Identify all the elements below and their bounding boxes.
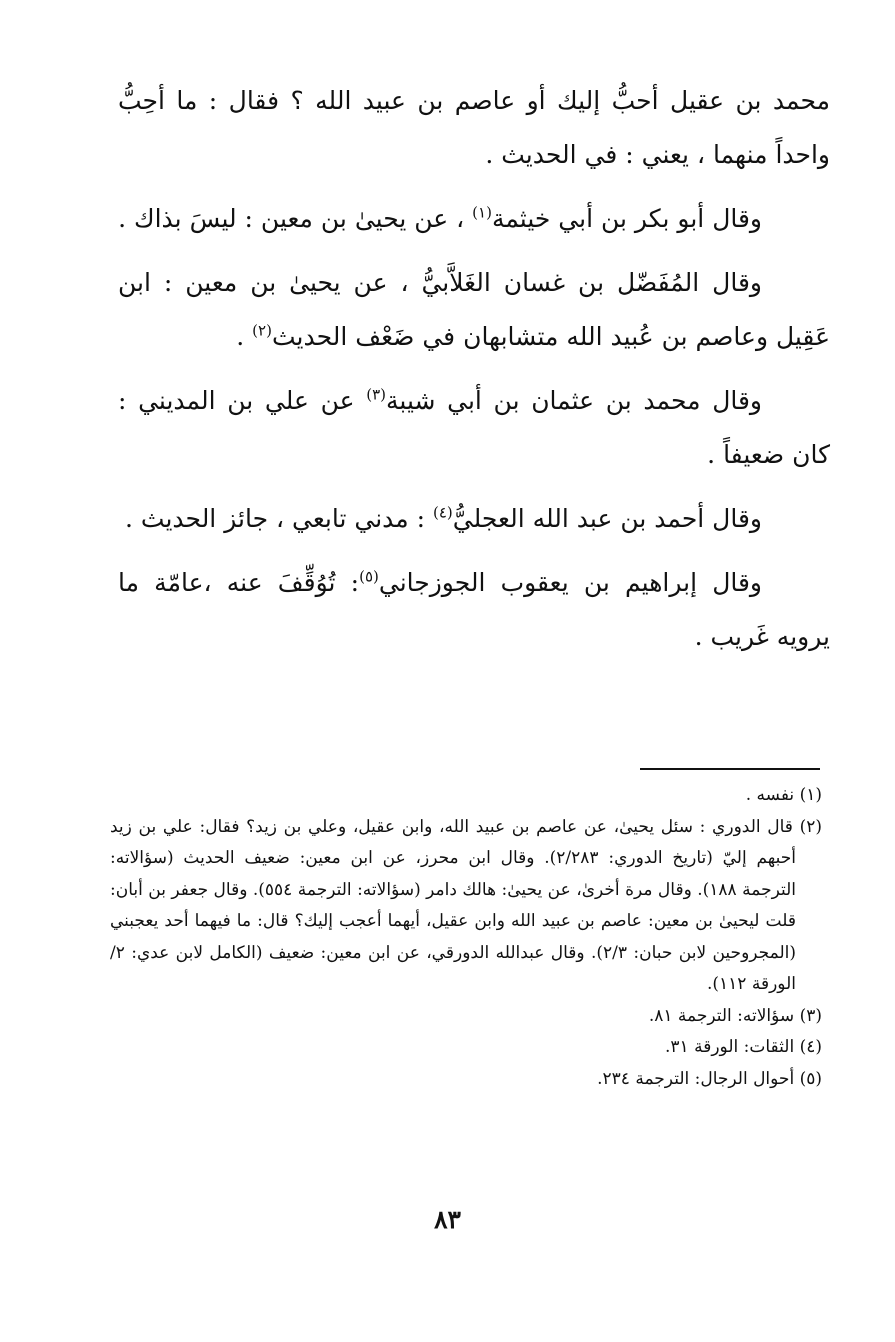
footnote-marker-1[interactable]: (١) [472, 203, 492, 222]
footnote-marker-2[interactable]: (٢) [252, 321, 272, 340]
paragraph-text: وقال أحمد بن عبد الله العجليُّ [452, 504, 762, 533]
paragraph-5 [118, 492, 830, 546]
footnotes-section [110, 780, 822, 1095]
paragraph-text: وقال أبو بكر بن أبي خيثمة [491, 204, 762, 233]
paragraph-3 [118, 256, 830, 364]
paragraph-4 [118, 374, 830, 482]
paragraph-text: وقال المُفَضّل بن غسان الغَلاَّبيُّ ، عن يحيىٰ بن معين : ابن عَقِيل وعاصم بن عُبيد الله متشابهان في ضَعْف الحديث [118, 268, 830, 351]
footnote-3: (٣) سؤالاته: الترجمة ٨١. [648, 1005, 822, 1026]
page-number: ٨٣ [434, 1205, 461, 1234]
main-text [118, 74, 830, 674]
footnote-5: (٥) أحوال الرجال: الترجمة ٢٣٤. [597, 1068, 822, 1089]
footnote-marker-4[interactable]: (٤) [433, 503, 453, 522]
paragraph-text: وقال محمد بن عثمان بن أبي شيبة [386, 386, 762, 415]
paragraph-text-continued: . [236, 322, 253, 351]
paragraph-2 [118, 192, 830, 246]
footnote-marker-5[interactable]: (٥) [359, 567, 379, 586]
paragraph-text-continued: ، عن يحيىٰ بن معين : ليسَ بذاك . [118, 204, 473, 233]
paragraph-text-continued: : تُوُقِّفَ عنه ،عامّة ما يرويه غَريب . [118, 568, 830, 651]
footnote-4: (٤) الثقات: الورقة ٣١. [665, 1037, 822, 1057]
paragraph-text: محمد بن عقيل أحبُّ إليك أو عاصم بن عبيد الله ؟ فقال : ما أحِبُّ واحداً منهما ، يعني : في الحديث . [118, 86, 830, 169]
footnote-2: (٢) قال الدوري : سئل يحيىٰ، عن عاصم بن عبيد الله، وابن عقيل، وعلي بن زيد؟ فقال: علي بن زيد أحبهم إليّ (تاريخ الدوري: ٢/٢٨٣). وقال ابن محرز، عن ابن معين: ضعيف الحديث (سؤالاته: الترجمة ١٨٨). وقال مرة أخرىٰ، عن يحيىٰ: هالك دامر (سؤالاته: الترجمة ٥٥٤). وقال جعفر بن أبان: قلت ليحيىٰ بن معين: عاصم بن عبيد الله وابن عقيل، أيهما أعجب إليك؟ قال: ما فيهما أحد يعجبني (المجروحين لابن حبان: ٢/٣). وقال عبدالله الدورقي، عن ابن معين: ضعيف (الكامل لابن عدي: ٢/الورقة ١١٢). [110, 816, 822, 994]
footnote-marker-3[interactable]: (٣) [366, 385, 387, 404]
paragraph-text-continued: عن علي بن المديني : كان ضعيفاً . [118, 386, 830, 469]
footnote-separator [640, 768, 820, 770]
paragraph-text: وقال إبراهيم بن يعقوب الجوزجاني [378, 568, 763, 597]
paragraph-text-continued: : مدني تابعي ، جائز الحديث . [125, 504, 433, 533]
footnote-1: (١) نفسه . [745, 785, 822, 805]
paragraph-6 [118, 556, 830, 664]
paragraph-1 [118, 74, 830, 182]
